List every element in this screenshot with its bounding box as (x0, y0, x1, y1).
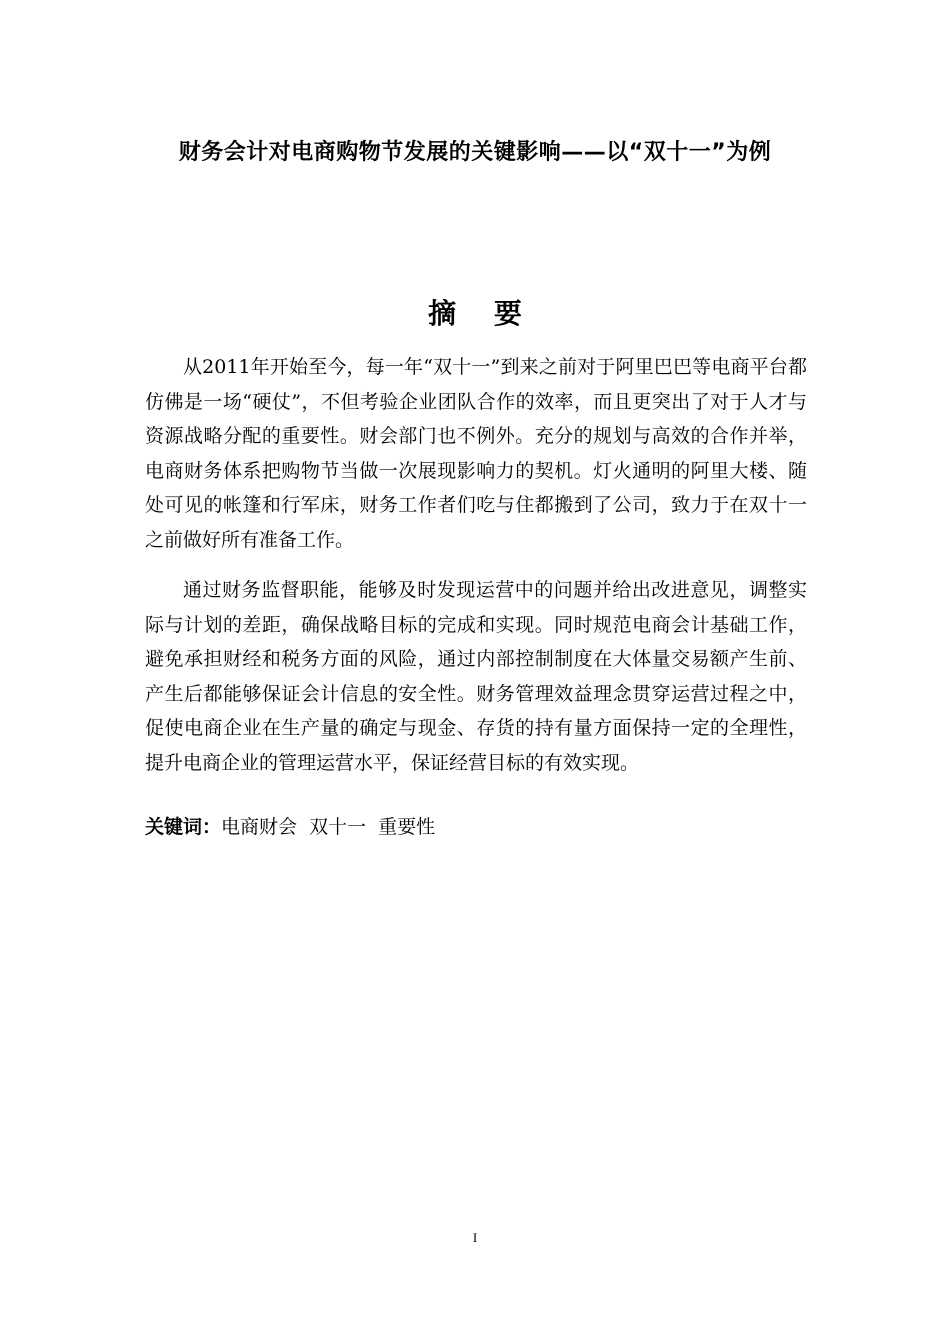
page-number: I (472, 1230, 478, 1245)
abstract-paragraph-2: 通过财务监督职能，能够及时发现运营中的问题并给出改进意见，调整实际与计划的差距，确保战略目标的完成和实现。同时规范电商会计基础工作，避免承担财经和税务方面的风险，通过内部控制制度在大体量交易额产生前、产生后都能够保证会计信息的安全性。财务管理效益理念贯穿运营过程之中，促使电商企业在生产量的确定与现金、存货的持有量方面保持一定的全理性，提升电商企业的管理运营水平，保证经营目标的有效实现。 (145, 579, 807, 774)
abstract-heading: 摘 要 (428, 297, 536, 330)
abstract-paragraph-1: 从2011年开始至今，每一年“双十一”到来之前对于阿里巴巴等电商平台都仿佛是一场“硬仗”，不但考验企业团队合作的效率，而且更突出了对于人才与资源战略分配的重要性。财会部门也不例外。充分的规划与高效的合作并举，电商财务体系把购物节当做一次展现影响力的契机。灯火通明的阿里大楼、随处可见的帐篷和行军床，财务工作者们吃与住都搬到了公司，致力于在双十一之前做好所有准备工作。 (145, 356, 807, 551)
keywords-value: 电商财会 双十一 重要性 (221, 816, 436, 838)
keywords-line (145, 809, 807, 845)
keywords-label: 关键词： (145, 816, 222, 838)
document-title: 财务会计对电商购物节发展的关键影响——以“双十一”为例 (178, 140, 772, 165)
